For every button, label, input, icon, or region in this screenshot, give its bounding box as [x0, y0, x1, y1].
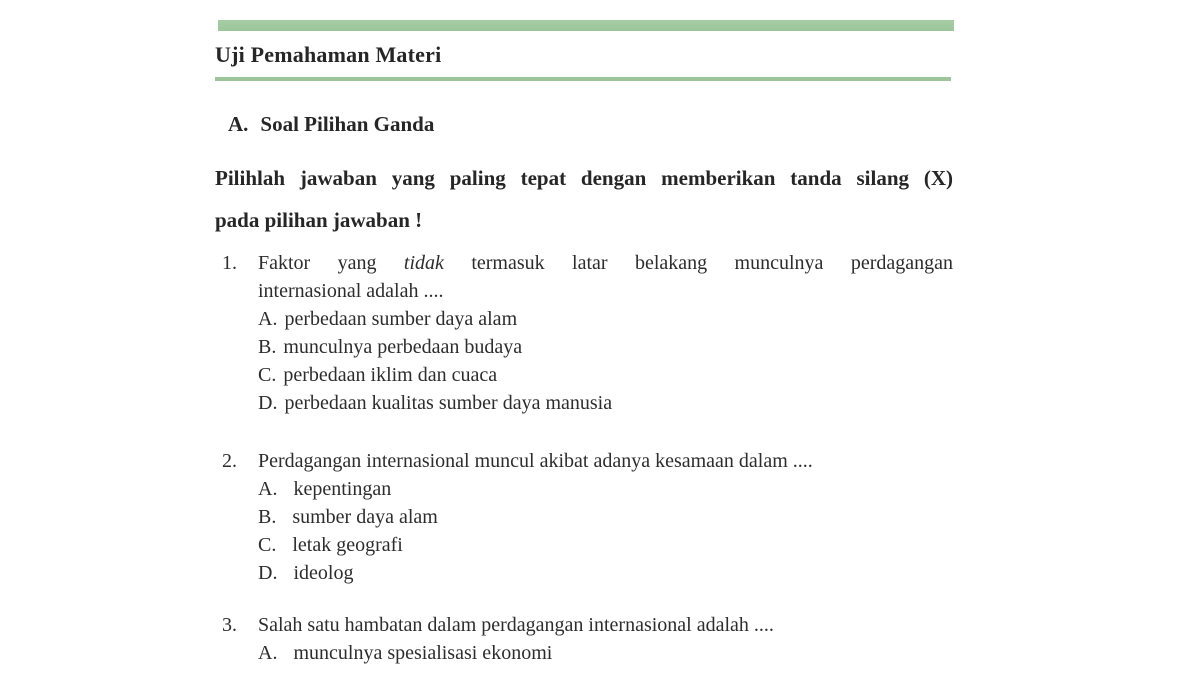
- question-1-emphasis: tidak: [403, 252, 444, 274]
- section-label: A.: [228, 112, 249, 136]
- question-1-number: 1.: [222, 252, 237, 274]
- question-2-text: Perdagangan internasional muncul akibat adanya kesamaan dalam ....: [258, 450, 813, 472]
- option-label: C.: [258, 364, 277, 386]
- option-text: munculnya spesialisasi ekonomi: [293, 642, 553, 664]
- page-content: [215, 20, 953, 667]
- question-1-text-line-2: internasional adalah ....: [258, 280, 444, 302]
- question-2-number: 2.: [222, 450, 237, 472]
- question-1-text-line-1: [258, 249, 953, 277]
- question-3-number: 3.: [222, 614, 237, 636]
- question-1-text-before: Faktor yang: [258, 252, 404, 274]
- question-2-option-d: [258, 559, 953, 587]
- section-heading: [215, 113, 953, 135]
- question-2-body: [258, 447, 953, 587]
- section-title: Soal Pilihan Ganda: [260, 112, 435, 136]
- option-text: munculnya perbedaan budaya: [283, 336, 523, 358]
- top-accent-bar: [218, 20, 954, 31]
- option-label: A.: [258, 478, 278, 500]
- instruction-line-1: Pilihlah jawaban yang paling tepat dengan memberikan tanda silang (X): [215, 166, 953, 190]
- option-label: B.: [258, 506, 277, 528]
- question-2-option-c: [258, 531, 953, 559]
- option-text: letak geografi: [292, 534, 403, 556]
- option-label: D.: [258, 392, 278, 414]
- option-text: ideolog: [293, 562, 354, 584]
- option-text: perbedaan kualitas sumber daya manusia: [284, 392, 613, 414]
- question-3-body: [258, 611, 953, 667]
- option-text: perbedaan sumber daya alam: [284, 308, 518, 330]
- question-3-option-a: [258, 639, 953, 667]
- question-3-text: Salah satu hambatan dalam perdagangan internasional adalah ....: [258, 614, 774, 636]
- question-list: [215, 249, 953, 667]
- question-1: [215, 249, 953, 417]
- question-2: [215, 447, 953, 587]
- option-label: A.: [258, 642, 278, 664]
- question-1-option-c: [258, 361, 953, 389]
- instruction-text: [215, 157, 953, 241]
- question-1-text-after: termasuk latar belakang munculnya perdagangan: [443, 252, 953, 274]
- question-2-option-b: [258, 503, 953, 531]
- question-1-body: [258, 249, 953, 417]
- question-2-option-a: [258, 475, 953, 503]
- option-label: B.: [258, 336, 277, 358]
- option-text: kepentingan: [293, 478, 392, 500]
- question-1-option-d: [258, 389, 953, 417]
- instruction-line-2: pada pilihan jawaban !: [215, 208, 423, 232]
- option-label: A.: [258, 308, 278, 330]
- title-underline: [215, 77, 951, 81]
- option-text: perbedaan iklim dan cuaca: [283, 364, 498, 386]
- option-text: sumber daya alam: [292, 506, 438, 528]
- option-label: C.: [258, 534, 277, 556]
- question-1-option-b: [258, 333, 953, 361]
- question-3: [215, 611, 953, 667]
- option-label: D.: [258, 562, 278, 584]
- question-1-option-a: [258, 305, 953, 333]
- page-title: Uji Pemahaman Materi: [215, 42, 442, 67]
